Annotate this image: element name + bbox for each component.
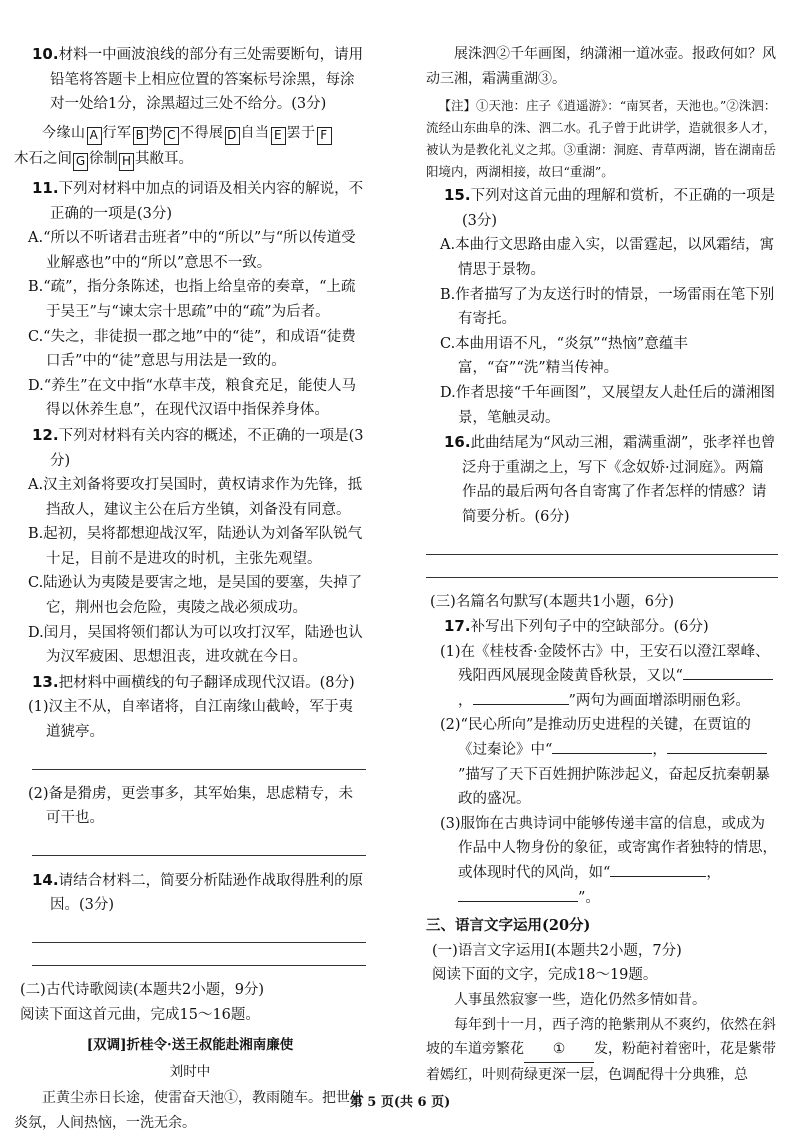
segment-text: 其敝耳。 (135, 151, 193, 168)
option-a: A.本曲行文思路由虚入实，以雷霆起，以风霜结，寓情思于景物。 (440, 237, 775, 278)
section-title: (三)名篇名句默写(本题共1小题，6分) (430, 593, 675, 610)
fill-blank[interactable] (458, 901, 578, 902)
answer-line[interactable] (426, 567, 778, 578)
fill-blank[interactable] (473, 704, 569, 705)
question-16 (444, 430, 778, 529)
question-number: 16. (444, 433, 471, 452)
segment-text: 势 (148, 124, 163, 141)
fill-blank[interactable] (683, 679, 773, 680)
question-number: 13. (32, 672, 59, 691)
left-column (14, 42, 366, 1136)
question-number: 15. (444, 186, 471, 205)
question-stem: 下列对材料中加点的词语及相关内容的解说，不正确的一项是(3分) (50, 180, 364, 222)
segment-text: 今缘山 (42, 124, 86, 141)
option-d: D.作者思接“千年画图”，又展望友人赴任后的潇湘图景，笔触灵动。 (440, 384, 776, 426)
option-box-c[interactable]: C (164, 127, 179, 145)
segment-text: 行军 (102, 124, 132, 141)
answer-line[interactable] (32, 759, 366, 770)
question-stem: 补写出下列句子中的空缺部分。(6分) (470, 619, 709, 636)
section-title: (二)古代诗歌阅读(本题共2小题，9分) (20, 982, 265, 998)
option-a: A.汉主刘备将要攻打吴国时，黄权请求作为先锋，抵挡敌人，建议主公在后方坐镇，刘备没有同意。 (28, 477, 363, 518)
question-number: 10. (32, 45, 59, 63)
part-title: 三、语言文字运用(20分) (426, 917, 591, 935)
answer-line[interactable] (32, 955, 366, 966)
poem-title: [双调]折桂令·送王叔能赴湘南廉使 (86, 1037, 294, 1054)
translation-item-1: (1)汉主不从，自率诸将，自江南缘山截岭，军于夷道猇亭。 (28, 699, 354, 741)
question-stem: 下列对材料有关内容的概述，不正确的一项是(3分) (50, 427, 364, 469)
option-box-h[interactable]: H (119, 153, 134, 171)
option-box-a[interactable]: A (87, 127, 102, 145)
option-c: C.陆逊认为夷陵是要害之地，是吴国的要塞，失掉了它，荆州也会危险，夷陵之战必须成功。 (28, 575, 363, 617)
segment-text: 木石之间 (14, 151, 72, 168)
segment-text: 不得展 (180, 124, 224, 141)
question-stem: 把材料中画横线的句子翻译成现代汉语。(8分) (58, 674, 355, 691)
poem-author: 刘时中 (169, 1063, 211, 1080)
option-b: B.作者描写了为友送行时的情景，一场雷雨在笔下别有寄托。 (440, 286, 775, 328)
punctuation-options-cont (14, 147, 366, 172)
punctuation-options (14, 121, 366, 146)
question-11 (32, 176, 366, 226)
question-number: 11. (32, 178, 59, 197)
fill-item-1: (1)在《桂枝香·金陵怀古》中，王安石以澄江翠峰、残阳西风展现金陵黄昏秋景，又以“， ”两句为画面增添明丽色彩。 (440, 640, 778, 714)
poem-note: 【注】①天池：庄子《逍遥游》：“南冥者，天池也。”②洙泗：流经山东曲阜的洙、泗二水。孔子曾于此讲学，造就很多人才，被认为是教化礼义之邦。③重湖：洞庭、青草两湖，皆在湖南岳阳境内，两湖相接，故曰“重湖”。 (426, 98, 777, 180)
question-10 (32, 42, 366, 117)
option-box-d[interactable]: D (225, 127, 240, 145)
fill-blank[interactable] (552, 753, 652, 754)
question-stem: 材料一中画波浪线的部分有三处需要断句，请用铅笔将答题卡上相应位置的答案标号涂黑，每涂对一处给1分，涂黑超过三处不给分。(3分) (50, 47, 364, 113)
question-14 (32, 868, 366, 918)
question-17 (444, 614, 778, 640)
right-column (426, 42, 778, 1087)
segment-text: 罢于 (286, 124, 316, 141)
fill-text: (2)“民心所向”是推动历史进程的关键，在贾谊的《过秦论》中“ (440, 717, 751, 759)
answer-line[interactable] (426, 544, 778, 555)
reading-paragraph (426, 1013, 778, 1088)
paragraph-text: 每年到十一月，西子湾的艳紫荆从不爽约，依然在斜坡的车道旁繁花 (426, 1016, 776, 1058)
question-15 (444, 183, 778, 233)
blank-marker: ① (552, 1041, 566, 1058)
fill-text: ”。 (578, 889, 600, 906)
option-box-g[interactable]: G (73, 153, 88, 171)
option-a: A.“所以不听诸君击班者”中的“所以”与“所以传道受业解惑也”中的“所以”意思不一致。 (28, 230, 356, 271)
question-stem: 请结合材料二，简要分析陆逊作战取得胜利的原因。(3分) (50, 872, 364, 914)
option-d: D.闰月，吴国将领们都认为可以攻打汉军，陆逊也认为汉军疲困、思想沮丧，进攻就在今日。 (28, 624, 363, 666)
paragraph-text: 发，粉葩衬着密叶，花是紫带着嫣红，叶则荷绿更深一层，色调配得十分典雅，总 (426, 1041, 776, 1083)
page-footer: 第 5 页(共 6 页) (349, 1095, 451, 1110)
fill-text: (3)服饰在古典诗词中能够传递丰富的信息，或成为作品中人物身份的象征，或寄寓作者独特的情思，或体现时代的风尚，如“ (440, 815, 777, 882)
answer-line[interactable] (32, 932, 366, 943)
fill-blank[interactable] (667, 753, 767, 754)
option-b: B.“疏”，指分条陈述，也指上给皇帝的奏章，“上疏于吴王”与“谏太宗十思疏”中的“疏”为后者。 (28, 279, 356, 320)
question-13 (32, 670, 366, 696)
question-stem: 此曲结尾为“风动三湘，霜满重湖”，张孝祥也曾泛舟于重湖之上，写下《念奴娇·过洞庭》。两篇作品的最后两句各自寄寓了作者怎样的情感？请简要分析。(6分) (462, 435, 776, 525)
answer-line[interactable] (32, 845, 366, 856)
fill-text: ”两句为画面增添明丽色彩。 (568, 692, 750, 709)
option-b: B.起初，吴将都想迎战汉军，陆逊认为刘备军队锐气十足，目前不是进攻的时机，主张先观望。 (28, 526, 363, 567)
fill-text: (1)在《桂枝香·金陵怀古》中，王安石以澄江翠峰、残阳西风展现金陵黄昏秋景，又以“ (440, 643, 770, 685)
section-intro: 阅读下面这首元曲，完成15～16题。 (20, 1006, 260, 1023)
reading-paragraph: 人事虽然寂寥一些，造化仍然多情如昔。 (454, 992, 706, 1008)
segment-text: 自当 (240, 124, 270, 141)
question-stem: 下列对这首元曲的理解和赏析，不正确的一项是(3分) (462, 188, 776, 229)
option-box-f[interactable]: F (317, 127, 332, 145)
sub-section-title: (一)语言文字运用Ⅰ(本题共2小题，7分) (432, 942, 682, 959)
question-12 (32, 423, 366, 473)
poem-text: 正黄尘赤日长途，使雷奋天池①，教雨随车。把世外炎氛，人间热恼，一洗无余。 (14, 1090, 364, 1131)
translation-item-2: (2)备是猾虏，更尝事多，其军始集，思虑精专，未可干也。 (28, 785, 354, 827)
fill-blank[interactable] (610, 876, 706, 877)
option-c: C.“失之，非徒损一郡之地”中的“徒”，和成语“徒费口舌”中的“徒”意思与用法是一致的。 (28, 328, 356, 370)
question-number: 17. (444, 617, 471, 636)
question-number: 12. (32, 425, 59, 444)
option-box-b[interactable]: B (133, 127, 148, 145)
section-intro: 阅读下面的文字，完成18～19题。 (432, 967, 658, 984)
question-number: 14. (32, 870, 59, 889)
option-box-e[interactable]: E (271, 127, 286, 145)
option-d: D.“养生”在文中指“水草丰茂，粮食充足，能使人马得以休养生息”，在现代汉语中指保养身体。 (28, 377, 356, 419)
fill-blank[interactable] (524, 1037, 594, 1063)
fill-item-3: (3)服饰在古典诗词中能够传递丰富的信息，或成为作品中人物身份的象征，或寄寓作者独特的情思，或体现时代的风尚，如“ ，”。 (440, 815, 777, 906)
poem-text-cont: 展洙泗②千年画图，纳潇湘一道冰壶。报政何如？风动三湘，霜满重湖③。 (426, 46, 776, 87)
segment-text: 徐制 (89, 151, 118, 168)
fill-item-2: (2)“民心所向”是推动历史进程的关键，在贾谊的《过秦论》中“ ，”描写了天下百姓拥护陈涉起义，奋起反抗秦朝暴政的盛况。 (440, 717, 770, 808)
fill-text: ”描写了天下百姓拥护陈涉起义，奋起反抗秦朝暴政的盛况。 (458, 766, 770, 808)
option-c: C.本曲用语不凡，“炎氛”“热恼”意蕴丰富，“奋”“洗”精当传神。 (440, 335, 688, 377)
